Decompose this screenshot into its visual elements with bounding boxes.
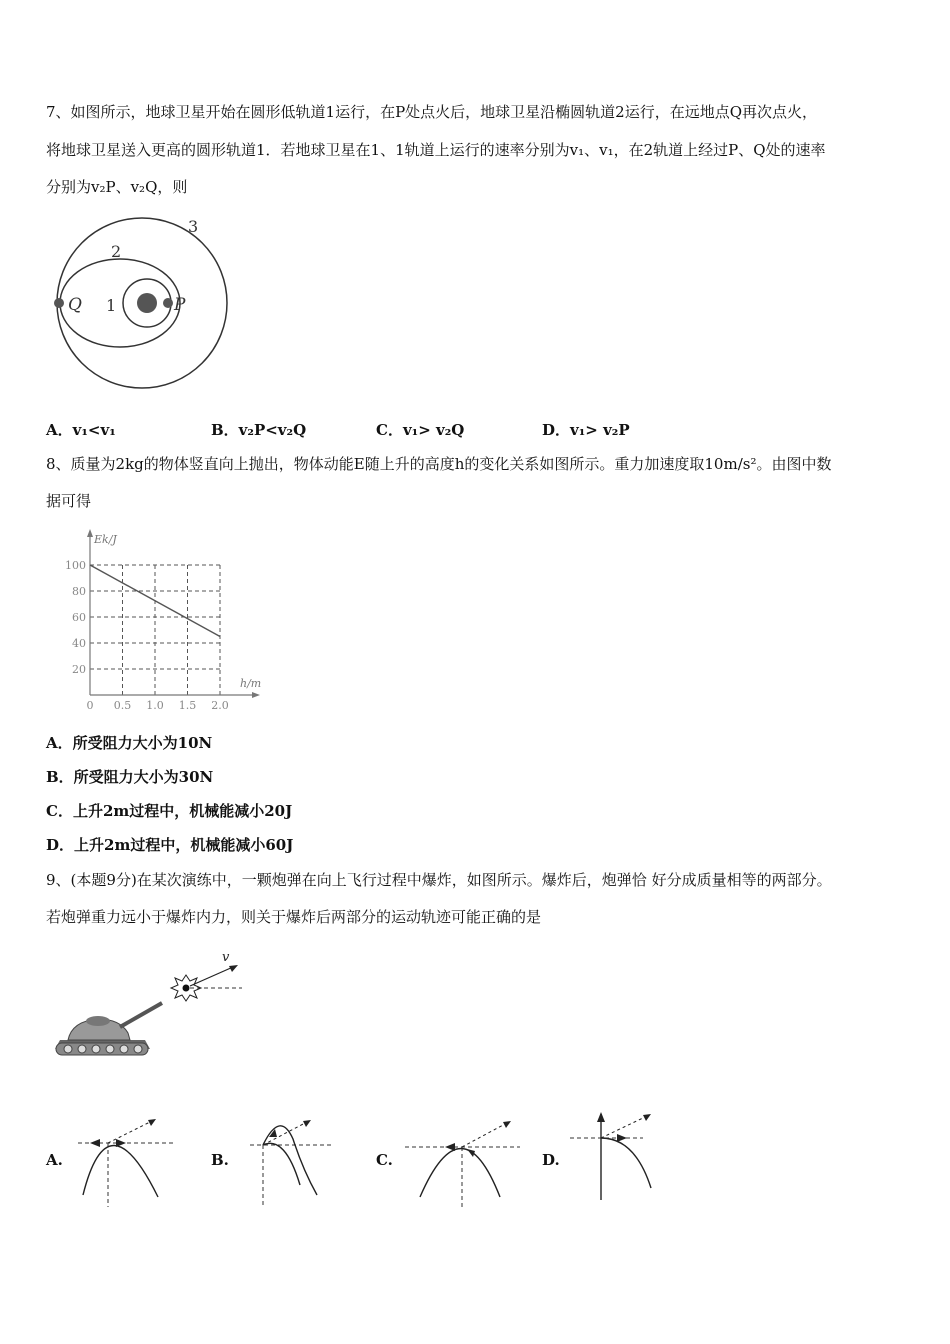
tank-icon	[55, 1003, 162, 1055]
q9-text-line2: 若炮弹重力远小于爆炸内力，则关于爆炸后两部分的运动轨迹可能正确的是	[46, 908, 542, 926]
q7-option-a[interactable]: A．v₁<v₁	[46, 421, 116, 439]
orbit-3-label: 3	[188, 217, 199, 236]
y-tick-label: 40	[72, 637, 86, 650]
y-tick-label: 100	[65, 559, 86, 572]
q9-option-d-figure[interactable]	[565, 1108, 665, 1203]
orbit-diagram	[46, 210, 246, 400]
q8-text-line1: 8、质量为2kg的物体竖直向上抛出，物体动能E随上升的高度h的变化关系如图所示。重力加速度取10m/s²。由图中数	[46, 455, 832, 473]
q8-option-c[interactable]: C．上升2m过程中，机械能减小20J	[46, 802, 293, 820]
ek-height-chart	[60, 525, 270, 715]
q9-option-a-label[interactable]: A.	[46, 1151, 63, 1169]
q7-text-line1: 7、如图所示，地球卫星开始在圆形低轨道1运行，在P处点火后，地球卫星沿椭圆轨道2运行，在远地点Q再次点火，	[46, 103, 818, 121]
q7-text-line3: 分别为v₂P、v₂Q，则	[46, 178, 188, 196]
q8-option-d[interactable]: D．上升2m过程中，机械能减小60J	[46, 836, 294, 854]
x-tick-label: 1.5	[178, 699, 197, 712]
q8-text-line2: 据可得	[46, 492, 92, 510]
x-tick-label: 0	[86, 699, 94, 712]
orbit-1-label: 1	[106, 296, 117, 315]
q9-option-c-label[interactable]: C.	[376, 1151, 393, 1169]
chart-x-axis-label: h/m	[240, 677, 262, 690]
q9-option-c-figure[interactable]	[405, 1115, 525, 1210]
x-tick-label: 1.0	[146, 699, 164, 712]
y-tick-label: 80	[72, 585, 86, 598]
q7-option-c[interactable]: C．v₁> v₂Q	[376, 421, 465, 439]
q7-text-line2: 将地球卫星送入更高的圆形轨道1．若地球卫星在1、1轨道上运行的速率分别为v₁、v₁，在2轨道上经过P、Q处的速率	[46, 141, 826, 159]
orbit-2-label: 2	[111, 242, 122, 261]
q7-option-b[interactable]: B．v₂P<v₂Q	[211, 421, 307, 439]
velocity-arrowhead-icon	[229, 965, 238, 972]
x-tick-label: 0.5	[113, 699, 132, 712]
q8-option-a[interactable]: A．所受阻力大小为10N	[46, 734, 213, 752]
x-tick-label: 2.0	[211, 699, 229, 712]
point-p-dot	[163, 298, 173, 308]
point-p-label: P	[174, 295, 186, 315]
q9-option-b-figure[interactable]	[245, 1115, 345, 1210]
q8-option-b[interactable]: B．所受阻力大小为30N	[46, 768, 214, 786]
explosion-icon	[171, 975, 201, 1001]
q9-option-a-figure[interactable]	[78, 1115, 178, 1210]
q7-option-d[interactable]: D．v₁> v₂P	[542, 421, 630, 439]
chart-y-axis-label: Ek/J	[94, 533, 117, 546]
x-axis-arrow-icon	[252, 692, 260, 698]
y-tick-label: 20	[72, 663, 86, 676]
tank-explosion-figure	[50, 945, 260, 1065]
q9-option-d-label[interactable]: D.	[542, 1151, 560, 1169]
velocity-label: v	[222, 950, 230, 965]
velocity-arrow	[190, 967, 233, 986]
point-q-label: Q	[68, 295, 82, 315]
earth-icon	[137, 293, 157, 313]
q9-text-line1: 9、(本题9分)在某次演练中，一颗炮弹在向上飞行过程中爆炸，如图所示。爆炸后，炮弹恰 好分成质量相等的两部分。	[46, 871, 832, 889]
point-q-dot	[54, 298, 64, 308]
q9-option-b-label[interactable]: B.	[211, 1151, 229, 1169]
y-tick-label: 60	[72, 611, 86, 624]
y-axis-arrow-icon	[87, 529, 93, 537]
